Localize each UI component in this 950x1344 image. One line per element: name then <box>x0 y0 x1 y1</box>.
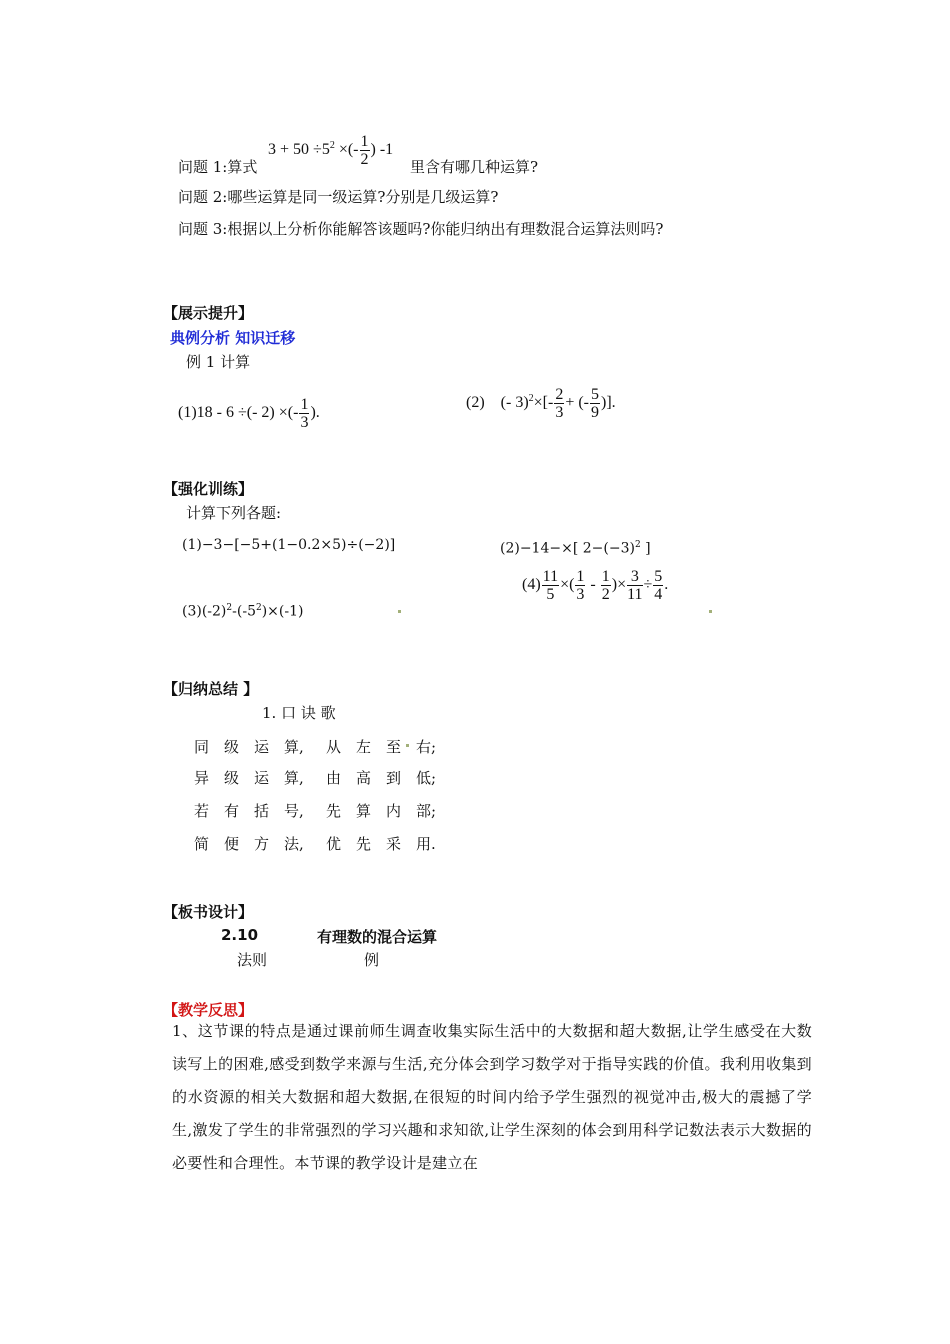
training-item-3: $(3)(-2)^2-(-5^2)\times(-1)$ <box>182 603 304 620</box>
rhyme-line-4: 简 便 方 法, 优 先 采 用. <box>194 835 436 853</box>
subsection-example-analysis: 典例分析 知识迁移 <box>170 329 296 347</box>
scan-dot <box>709 610 712 613</box>
example-2-fraction-b: $\frac{5}{9}$ <box>591 386 600 421</box>
section-training-heading: 【强化训练】 <box>163 480 254 498</box>
training-4-fraction-b: $\frac{1}{3}$ <box>576 568 585 603</box>
q1-prefix: 问题 1:算式 <box>178 158 258 176</box>
training-item-2: (2)−14−×[ $2-(-3)^2$ ] <box>500 540 651 557</box>
training-intro: 计算下列各题: <box>186 504 282 522</box>
training-4-fraction-c: $\frac{1}{2}$ <box>601 568 610 603</box>
training-4-fraction-e: $\frac{5}{4}$ <box>654 568 663 603</box>
rhyme-line-2: 异 级 运 算, 由 高 到 低; <box>194 769 437 787</box>
section-board-heading: 【板书设计】 <box>163 903 254 921</box>
q1-formula: $3 + 50 \div 5^2$ ×(- $\frac{1}{2}$ ) -1 <box>268 133 394 168</box>
rhyme-line-3: 若 有 括 号, 先 算 内 部; <box>194 802 437 820</box>
scan-dot <box>406 744 409 747</box>
q1-suffix: 里含有哪几种运算? <box>410 158 539 176</box>
training-item-1: (1)−3−[−5+(1−0.2×5)÷(−2)] <box>182 537 396 553</box>
training-4-fraction-d: $\frac{3}{11}$ <box>627 568 643 603</box>
training-4-fraction-a: $\frac{11}{5}$ <box>542 568 559 603</box>
q2-text: 问题 2:哪些运算是同一级运算?分别是几级运算? <box>178 188 499 206</box>
section-summary-heading: 【归纳总结 】 <box>163 680 259 698</box>
board-section-number: 2.10 <box>221 926 259 944</box>
scan-dot <box>398 610 401 613</box>
example-label: 例 1 计算 <box>186 353 251 371</box>
example-1-fraction: $\frac{1}{3}$ <box>300 396 309 431</box>
board-title: 有理数的混合运算 <box>317 928 438 946</box>
rhyme-line-1: 同 级 运 算, 从 左 至 右; <box>194 738 437 756</box>
example-1-expression: (1)18 - 6 ÷(- 2) ×(- $\frac{1}{3}$ ). <box>178 396 320 431</box>
example-2-fraction-a: $\frac{2}{3}$ <box>555 386 564 421</box>
q1-fraction: $\frac{1}{2}$ <box>360 133 369 168</box>
reflection-paragraph: 1、这节课的特点是通过课前师生调查收集实际生活中的大数据和超大数据,让学生感受在大数读写上的困难,感受到数学来源与生活,充分体会到学习数学对于指导实践的价值。我利用收集到的水资源的相关大数据和超大数据,在很短的时间内给予学生强烈的视觉冲击,极大的震撼了学生,激发了学生的非常强烈的学习兴趣和求知欲,让学生深刻的体会到用科学记数法表示大数据的必要性和合理性。本节课的教学设计是建立在 <box>172 1022 812 1172</box>
example-2-expression: (2) (- 3)$^2$×[- $\frac{2}{3}$ + (- $\frac{5}{9}$ )]. <box>466 386 616 421</box>
training-item-4: (4) $\frac{11}{5}$ ×( $\frac{1}{3}$ - $\frac{1}{2}$ )× $\frac{3}{11}$ ÷ $\frac{5}{4}$ . <box>522 568 669 603</box>
section-reflection-heading: 【教学反思】 <box>163 1001 254 1019</box>
board-rule-label: 法则 <box>237 951 268 969</box>
rhyme-title: 1. 口 诀 歌 <box>262 704 336 722</box>
board-example-label: 例 <box>364 951 380 969</box>
section-show-heading: 【展示提升】 <box>163 304 254 322</box>
q3-text: 问题 3:根据以上分析你能解答该题吗?你能归纳出有理数混合运算法则吗? <box>178 220 664 238</box>
